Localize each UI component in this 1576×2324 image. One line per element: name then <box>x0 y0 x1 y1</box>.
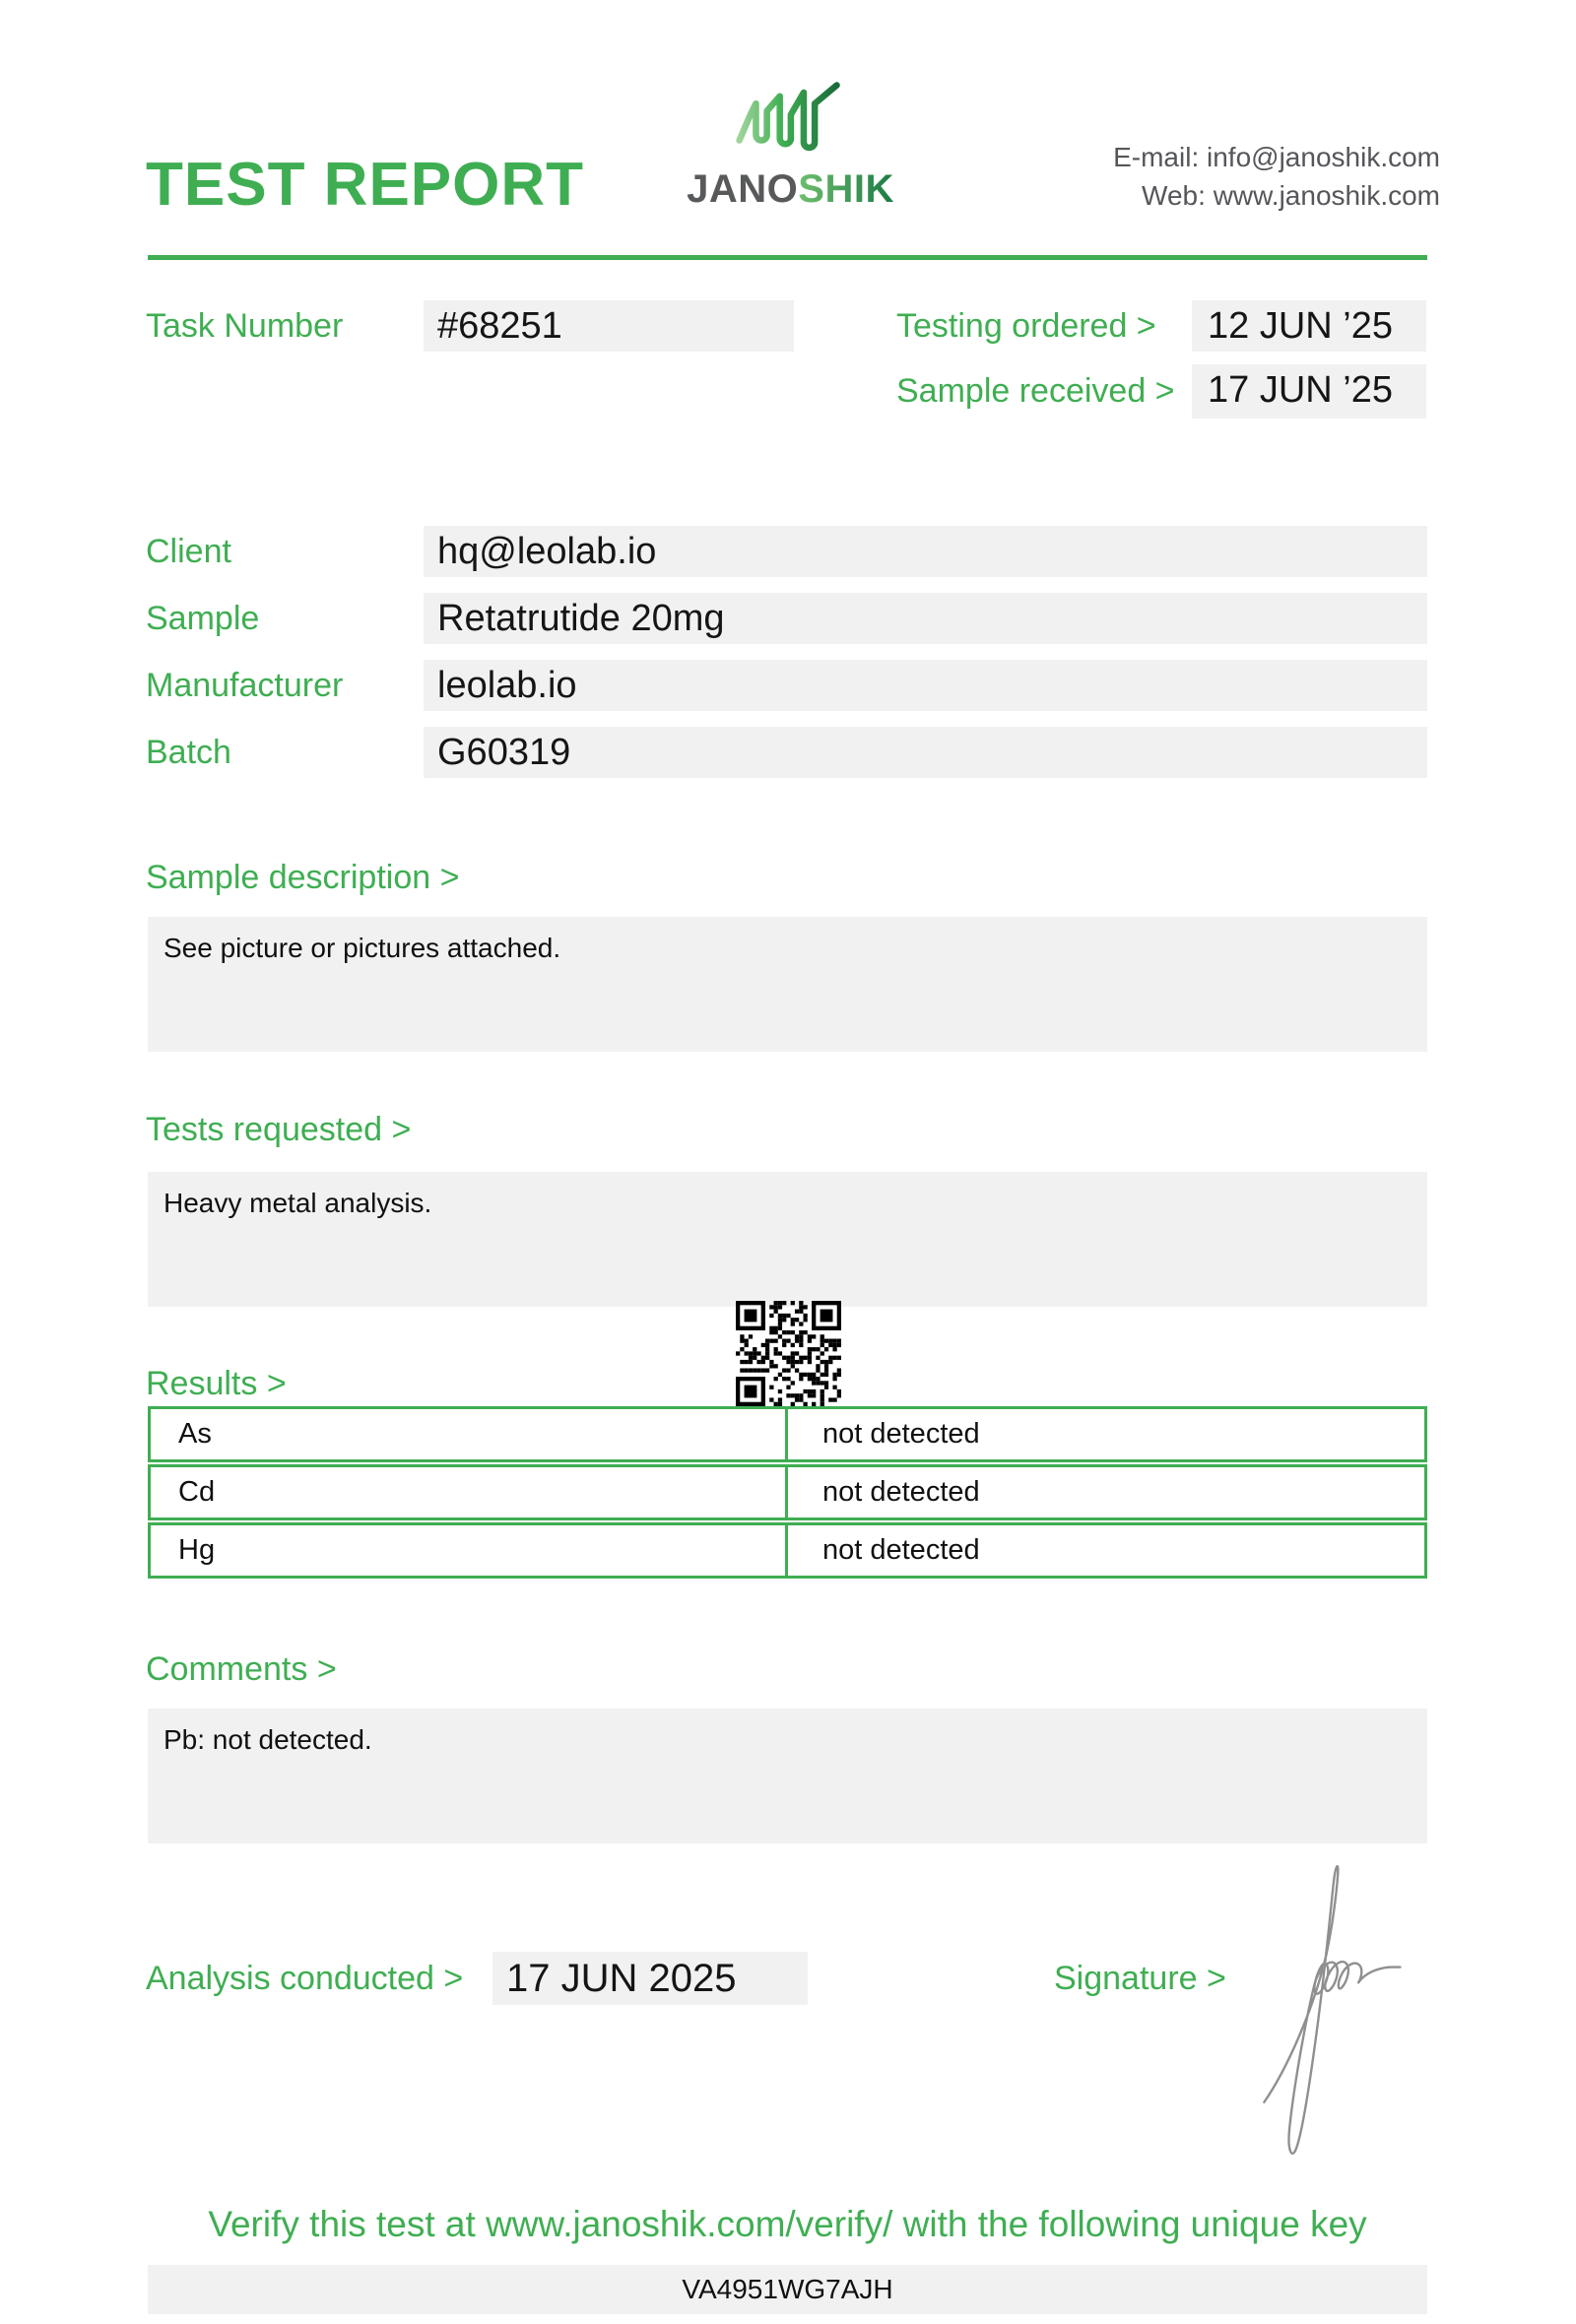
task-number-box <box>424 300 794 352</box>
signature-image <box>1243 1857 1415 2159</box>
header-divider <box>148 255 1427 260</box>
web-label: Web: <box>1142 180 1206 211</box>
sample-description-heading: Sample description > <box>146 859 460 896</box>
email-label: E-mail: <box>1113 142 1200 172</box>
sample-value: Retatrutide 20mg <box>437 598 725 639</box>
comments-heading: Comments > <box>146 1650 337 1688</box>
batch-value: G60319 <box>437 732 571 773</box>
verify-instruction: Verify this test at www.janoshik.com/verify/ with the following unique key <box>208 2204 1367 2244</box>
batch-label: Batch <box>146 734 231 771</box>
sample-description-box <box>148 917 1427 1052</box>
web-line <box>1113 176 1440 215</box>
comments-box <box>148 1709 1427 1843</box>
analysis-conducted-label: Analysis conducted > <box>146 1960 464 1997</box>
logo-part-jano: JANO <box>687 167 799 211</box>
manufacturer-value: leolab.io <box>437 665 577 706</box>
email-line <box>1113 138 1440 176</box>
chart-growth-icon <box>734 81 844 160</box>
signature-label: Signature > <box>1054 1960 1226 1997</box>
sample-received-box <box>1192 364 1426 419</box>
client-box <box>424 526 1427 577</box>
results-heading: Results > <box>146 1365 287 1402</box>
sample-description-text: See picture or pictures attached. <box>164 933 561 963</box>
qr-code <box>736 1301 841 1406</box>
email-value: info@janoshik.com <box>1207 142 1440 172</box>
table-row <box>148 1406 1427 1462</box>
task-number-label: Task Number <box>146 307 344 345</box>
result-cell: not detected <box>822 1534 980 1566</box>
analyte-cell: Cd <box>151 1467 788 1517</box>
web-value: www.janoshik.com <box>1213 180 1440 211</box>
result-cell: not detected <box>822 1418 980 1450</box>
task-number-value: #68251 <box>437 305 562 347</box>
testing-ordered-value: 12 JUN ’25 <box>1208 305 1393 347</box>
sample-received-value: 17 JUN ’25 <box>1208 369 1393 411</box>
page-title: TEST REPORT <box>146 151 585 219</box>
client-label: Client <box>146 533 231 570</box>
table-row <box>148 1522 1427 1579</box>
tests-requested-box <box>148 1172 1427 1307</box>
sample-box <box>424 593 1427 644</box>
table-row <box>148 1464 1427 1520</box>
sample-received-label: Sample received > <box>896 372 1175 410</box>
unique-key-box <box>148 2265 1427 2314</box>
sample-label: Sample <box>146 600 260 637</box>
result-cell: not detected <box>822 1476 980 1508</box>
analysis-date-box <box>492 1952 808 2005</box>
logo-part-shik: SHIK <box>798 167 894 211</box>
batch-box <box>424 727 1427 778</box>
unique-key-value: VA4951WG7AJH <box>682 2274 893 2304</box>
testing-ordered-box <box>1192 300 1426 352</box>
results-table <box>148 1406 1427 1581</box>
manufacturer-box <box>424 660 1427 711</box>
testing-ordered-label: Testing ordered > <box>896 307 1156 345</box>
analysis-date-value: 17 JUN 2025 <box>506 1957 737 2000</box>
tests-requested-heading: Tests requested > <box>146 1111 412 1148</box>
manufacturer-label: Manufacturer <box>146 667 344 704</box>
analyte-cell: Hg <box>151 1525 788 1576</box>
analyte-cell: As <box>151 1409 788 1459</box>
janoshik-logo <box>680 167 901 212</box>
comments-text: Pb: not detected. <box>164 1724 372 1755</box>
tests-requested-text: Heavy metal analysis. <box>164 1188 432 1218</box>
contact-block <box>1113 138 1440 215</box>
client-value: hq@leolab.io <box>437 531 657 572</box>
